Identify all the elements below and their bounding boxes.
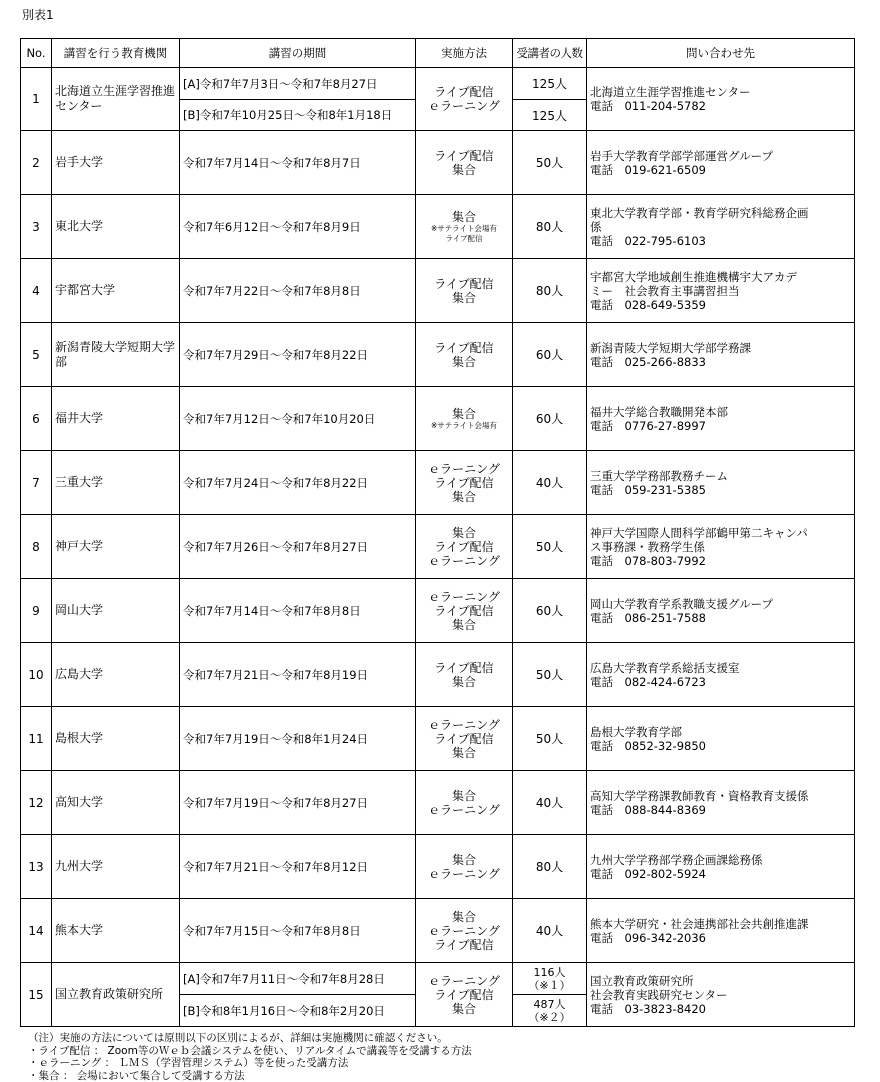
row-method: ｅラーニング ライブ配信 集合 — [416, 707, 513, 771]
row-institution: 島根大学 — [52, 707, 180, 771]
row-count-b: 487人 （※２） — [513, 995, 587, 1027]
row-institution: 北海道立生涯学習推進センター — [52, 68, 180, 131]
table-row — [21, 643, 855, 707]
row-contact: 広島大学教育学系総括支援室 電話 082-424-6723 — [587, 643, 855, 707]
row-period-b: [B]令和8年1月16日～令和8年2月20日 — [180, 995, 416, 1027]
row-no: 9 — [21, 579, 52, 643]
table-row — [21, 387, 855, 451]
row-no: 3 — [21, 195, 52, 259]
row-no: 2 — [21, 131, 52, 195]
row-period: 令和7年7月24日～令和7年8月22日 — [180, 451, 416, 515]
row-period: 令和7年7月12日～令和7年10月20日 — [180, 387, 416, 451]
table-row — [21, 323, 855, 387]
table-row — [21, 899, 855, 963]
row-institution: 高知大学 — [52, 771, 180, 835]
row-contact: 福井大学総合教職開発本部 電話 0776-27-8997 — [587, 387, 855, 451]
row-institution: 福井大学 — [52, 387, 180, 451]
row-period: 令和7年6月12日～令和7年8月9日 — [180, 195, 416, 259]
row-no: 13 — [21, 835, 52, 899]
row-period: 令和7年7月19日～令和7年8月27日 — [180, 771, 416, 835]
row-count: 80人 — [513, 835, 587, 899]
row-method: ｅラーニング ライブ配信 集合 — [416, 963, 513, 1027]
row-count: 60人 — [513, 579, 587, 643]
row-count: 50人 — [513, 515, 587, 579]
row-period: 令和7年7月14日～令和7年8月8日 — [180, 579, 416, 643]
row-method: ライブ配信 ｅラーニング — [416, 68, 513, 131]
row-institution: 九州大学 — [52, 835, 180, 899]
row-period: 令和7年7月21日～令和7年8月19日 — [180, 643, 416, 707]
row-institution: 三重大学 — [52, 451, 180, 515]
row-contact: 神戸大学国際人間科学部鶴甲第二キャンパ ス事務課・教務学生係 電話 078-803-7992 — [587, 515, 855, 579]
row-count: 40人 — [513, 771, 587, 835]
row-count-b: 125人 — [513, 100, 587, 131]
row-contact: 岩手大学教育学部学部運営グループ 電話 019-621-6509 — [587, 131, 855, 195]
row-period-b: [B]令和7年10月25日～令和8年1月18日 — [180, 100, 416, 131]
row-contact: 宇都宮大学地域創生推進機構宇大アカデ ミー 社会教育主事講習担当 電話 028-649-5359 — [587, 259, 855, 323]
row-method: 集合 ライブ配信 ｅラーニング — [416, 515, 513, 579]
row-no: 12 — [21, 771, 52, 835]
table-row — [21, 259, 855, 323]
row-contact: 島根大学教育学部 電話 0852-32-9850 — [587, 707, 855, 771]
row-period: 令和7年7月26日～令和7年8月27日 — [180, 515, 416, 579]
row-no: 5 — [21, 323, 52, 387]
header-period: 講習の期間 — [180, 39, 416, 68]
row-no: 6 — [21, 387, 52, 451]
row-institution: 熊本大学 — [52, 899, 180, 963]
row-no: 14 — [21, 899, 52, 963]
row-count: 80人 — [513, 259, 587, 323]
course-table — [20, 38, 855, 1027]
row-period: 令和7年7月19日～令和8年1月24日 — [180, 707, 416, 771]
row-contact: 新潟青陵大学短期大学部学務課 電話 025-266-8833 — [587, 323, 855, 387]
row-institution: 国立教育政策研究所 — [52, 963, 180, 1027]
row-institution: 岡山大学 — [52, 579, 180, 643]
row-period-a: [A]令和7年7月3日～令和7年8月27日 — [180, 68, 416, 100]
row-no: 15 — [21, 963, 52, 1027]
row-method: 集合 ｅラーニング ライブ配信 — [416, 899, 513, 963]
row-count-a: 125人 — [513, 68, 587, 100]
header-no: No. — [21, 39, 52, 68]
row-contact: 東北大学教育学部・教育学研究科総務企画 係 電話 022-795-6103 — [587, 195, 855, 259]
header-method: 実施方法 — [416, 39, 513, 68]
document-label: 別表1 — [22, 6, 54, 23]
row-method: ライブ配信 集合 — [416, 643, 513, 707]
row-period: 令和7年7月14日～令和7年8月7日 — [180, 131, 416, 195]
row-contact: 高知大学学務課教師教育・資格教育支援係 電話 088-844-8369 — [587, 771, 855, 835]
table-row — [21, 835, 855, 899]
row-period-a: [A]令和7年7月11日～令和7年8月28日 — [180, 963, 416, 995]
row-period: 令和7年7月21日～令和7年8月12日 — [180, 835, 416, 899]
row-method: ライブ配信 集合 — [416, 131, 513, 195]
table-row — [21, 515, 855, 579]
row-institution: 宇都宮大学 — [52, 259, 180, 323]
header-contact: 問い合わせ先 — [587, 39, 855, 68]
table-row — [21, 68, 855, 100]
table-row — [21, 579, 855, 643]
row-contact: 三重大学学務部教務チーム 電話 059-231-5385 — [587, 451, 855, 515]
row-no: 4 — [21, 259, 52, 323]
row-contact: 熊本大学研究・社会連携部社会共創推進課 電話 096-342-2036 — [587, 899, 855, 963]
row-method: 集合 ※サテライト会場有 — [416, 387, 513, 451]
row-no: 8 — [21, 515, 52, 579]
row-count: 40人 — [513, 451, 587, 515]
row-institution: 岩手大学 — [52, 131, 180, 195]
row-period: 令和7年7月15日～令和7年8月8日 — [180, 899, 416, 963]
row-count: 60人 — [513, 387, 587, 451]
header-count: 受講者の人数 — [513, 39, 587, 68]
row-contact: 九州大学学務部学務企画課総務係 電話 092-802-5924 — [587, 835, 855, 899]
row-count: 80人 — [513, 195, 587, 259]
table-row — [21, 195, 855, 259]
row-method: 集合 ｅラーニング — [416, 771, 513, 835]
row-no: 10 — [21, 643, 52, 707]
row-institution: 新潟青陵大学短期大学部 — [52, 323, 180, 387]
row-contact: 国立教育政策研究所 社会教育実践研究センター 電話 03-3823-8420 — [587, 963, 855, 1027]
footnote-gathering: ・集合 ： 会場において集合して受講する方法 — [28, 1070, 472, 1082]
row-contact: 岡山大学教育学系教職支援グループ 電話 086-251-7588 — [587, 579, 855, 643]
footnote-live: ・ライブ配信 ： Zoom等のＷｅｂ会議システムを使い、リアルタイムで講義等を受講する方法 — [28, 1045, 472, 1058]
table-row — [21, 707, 855, 771]
table-header-row — [21, 39, 855, 68]
row-method: ライブ配信 集合 — [416, 259, 513, 323]
row-count: 50人 — [513, 643, 587, 707]
row-period: 令和7年7月29日～令和7年8月22日 — [180, 323, 416, 387]
row-count: 50人 — [513, 131, 587, 195]
row-no: 11 — [21, 707, 52, 771]
row-institution: 神戸大学 — [52, 515, 180, 579]
row-method: 集合 ※サテライト会場有 ライブ配信 — [416, 195, 513, 259]
row-period: 令和7年7月22日～令和7年8月8日 — [180, 259, 416, 323]
row-method: ｅラーニング ライブ配信 集合 — [416, 579, 513, 643]
table-row — [21, 131, 855, 195]
row-method: 集合 ｅラーニング — [416, 835, 513, 899]
header-institution: 講習を行う教育機関 — [52, 39, 180, 68]
row-count-a: 116人 （※１） — [513, 963, 587, 995]
table-row — [21, 963, 855, 995]
row-no: 1 — [21, 68, 52, 131]
row-method: ｅラーニング ライブ配信 集合 — [416, 451, 513, 515]
row-contact: 北海道立生涯学習推進センター 電話 011-204-5782 — [587, 68, 855, 131]
row-no: 7 — [21, 451, 52, 515]
footnote-elearning: ・ｅラーニング ： ＬＭＳ（学習管理システム）等を使った受講方法 — [28, 1057, 472, 1070]
row-count: 60人 — [513, 323, 587, 387]
table-row — [21, 451, 855, 515]
row-institution: 東北大学 — [52, 195, 180, 259]
footnotes — [28, 1032, 472, 1082]
footnote-intro: （注）実施の方法については原則以下の区別によるが、詳細は実施機関に確認ください。 — [28, 1032, 472, 1045]
row-count: 40人 — [513, 899, 587, 963]
table-row — [21, 771, 855, 835]
row-institution: 広島大学 — [52, 643, 180, 707]
row-method: ライブ配信 集合 — [416, 323, 513, 387]
row-count: 50人 — [513, 707, 587, 771]
